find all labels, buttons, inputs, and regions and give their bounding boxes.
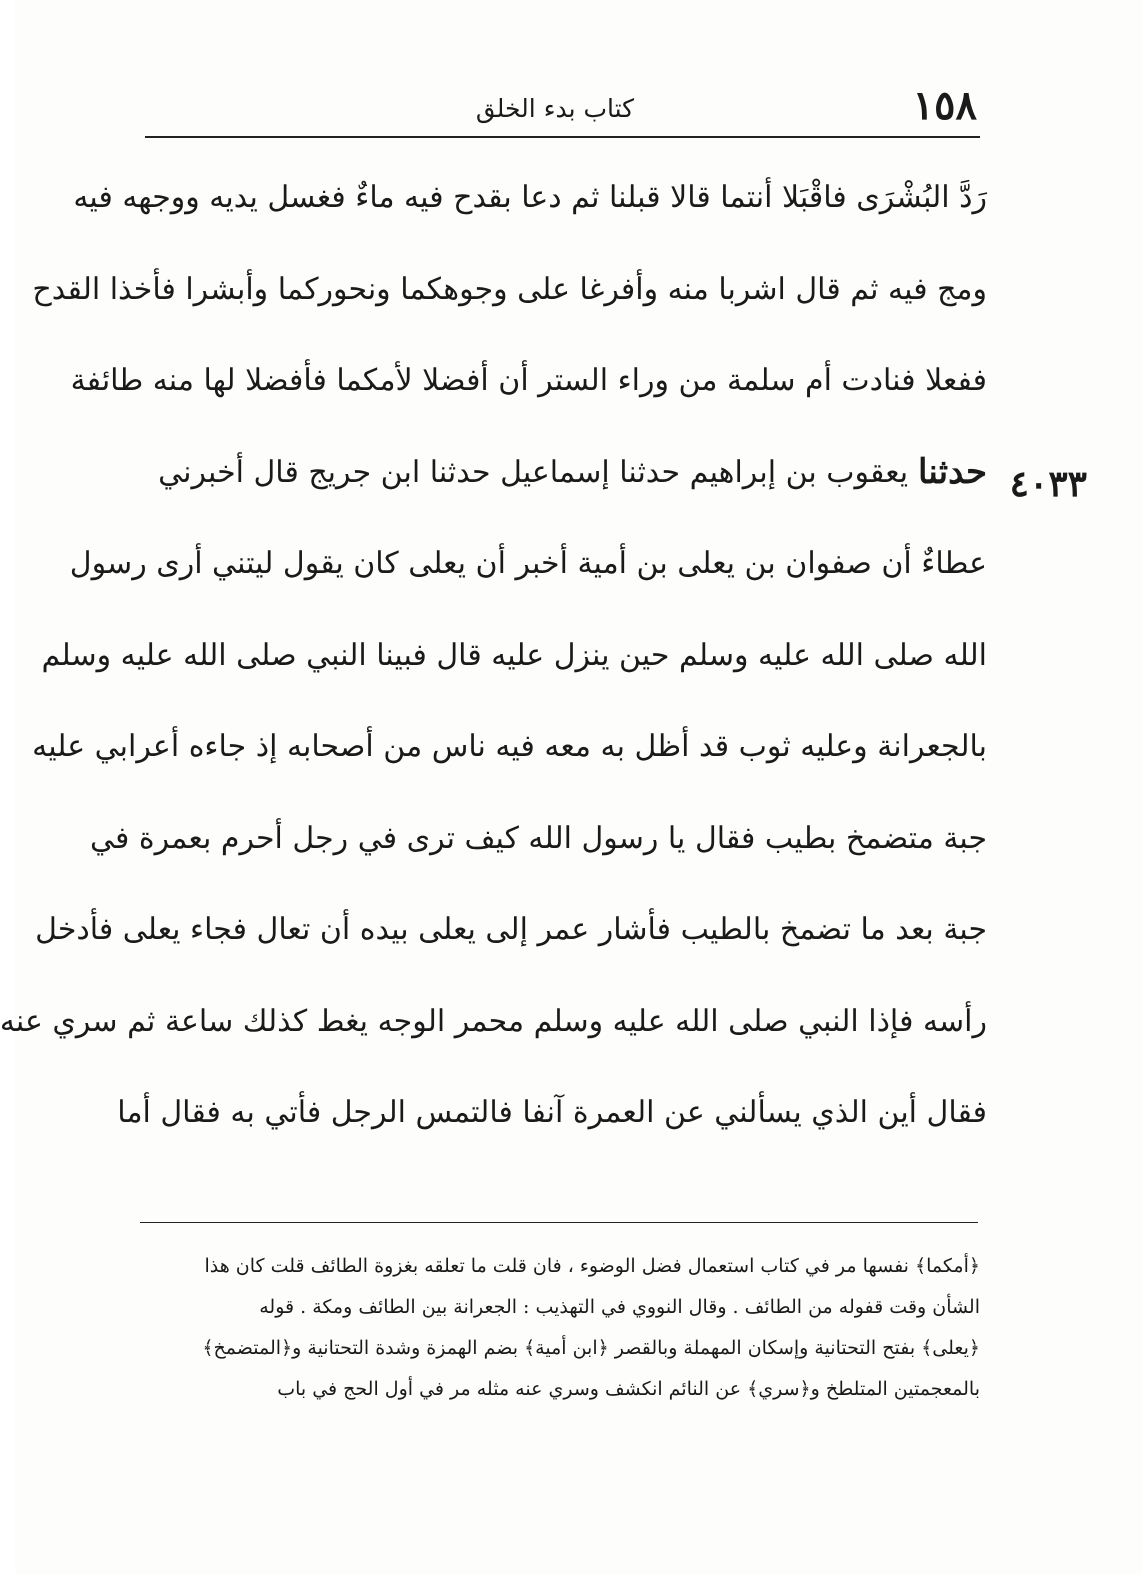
footnote-line xyxy=(140,1368,980,1409)
running-title: كتاب بدء الخلق xyxy=(475,94,635,123)
hadith-opener: حدثنا xyxy=(918,452,987,493)
footnote-line-content: بالمعجمتين المتلطخ و﴿سري﴾ عن النائم انكشف وسري عنه مثله مر في أول الحج في باب xyxy=(277,1377,980,1400)
footnote-rule xyxy=(140,1222,978,1223)
text-line-content: ومج فيه ثم قال اشربا منه وأفرغا على وجوهكما ونحوركما وأبشرا فأخذا القدح xyxy=(32,271,987,307)
header-rule xyxy=(145,136,980,138)
text-line xyxy=(69,518,987,610)
footnote-line-content: ﴿أمكما﴾ نفسها مر في كتاب استعمال فضل الوضوء ، فان قلت ما تعلقه بغزوة الطائف قلت كان هذا xyxy=(204,1254,980,1277)
text-line xyxy=(32,244,987,336)
main-text xyxy=(0,152,987,1159)
footnote-line xyxy=(140,1245,980,1286)
page-number: ١٥٨ xyxy=(912,82,977,129)
text-line xyxy=(35,884,987,976)
text-line-content: رأسه فإذا النبي صلى الله عليه وسلم محمر الوجه يغط كذلك ساعة ثم سري عنه xyxy=(0,1003,987,1039)
footnote-line-content: الشأن وقت قفوله من الطائف . وقال النووي في التهذيب : الجعرانة بين الطائف ومكة . قوله xyxy=(259,1295,980,1318)
text-line-content: جبة بعد ما تضمخ بالطيب فأشار عمر إلى يعلى بيده أن تعال فجاء يعلى فأدخل xyxy=(35,912,987,948)
footnote-line-content: ﴿يعلى﴾ بفتح التحتانية وإسكان المهملة وبالقصر ﴿ابن أمية﴾ بضم الهمزة وشدة التحتانية و﴿المتضمخ﴾ xyxy=(202,1336,980,1359)
text-line xyxy=(140,427,987,519)
text-line-content: بالجعرانة وعليه ثوب قد أظل به معه فيه ناس من أصحابه إذ جاءه أعرابي عليه xyxy=(32,729,987,765)
text-line xyxy=(32,701,987,793)
text-line xyxy=(117,1067,987,1159)
text-line xyxy=(73,152,987,244)
text-line xyxy=(90,793,987,885)
text-line xyxy=(0,976,987,1068)
text-line-content: الله صلى الله عليه وسلم حين ينزل عليه قال فبينا النبي صلى الله عليه وسلم xyxy=(41,637,987,673)
text-line xyxy=(41,610,987,702)
text-line-content: عطاءٌ أن صفوان بن يعلى بن أمية أخبر أن يعلى كان يقول ليتني أرى رسول xyxy=(69,546,987,582)
text-line xyxy=(70,335,987,427)
text-line-content: ففعلا فنادت أم سلمة من وراء الستر أن أفضلا لأمكما فأفضلا لها منه طائفة xyxy=(70,363,987,399)
hadith-number: ٤٠٣٣ xyxy=(1009,463,1087,505)
footnote-line xyxy=(140,1286,980,1327)
text-line-content: يعقوب بن إبراهيم حدثنا إسماعيل حدثنا ابن جريج قال أخبرني xyxy=(158,454,909,490)
text-line-content: فقال أين الذي يسألني عن العمرة آنفا فالتمس الرجل فأتي به فقال أما xyxy=(117,1095,987,1131)
footnote-line xyxy=(140,1327,980,1368)
text-line-content: رَدَّ البُشْرَى فاقْبَلا أنتما قالا قبلنا ثم دعا بقدح فيه ماءٌ فغسل يديه ووجهه فيه xyxy=(73,180,987,216)
text-line-content: جبة متضمخ بطيب فقال يا رسول الله كيف ترى في رجل أحرم بعمرة في xyxy=(90,820,987,856)
footnotes xyxy=(140,1245,980,1409)
